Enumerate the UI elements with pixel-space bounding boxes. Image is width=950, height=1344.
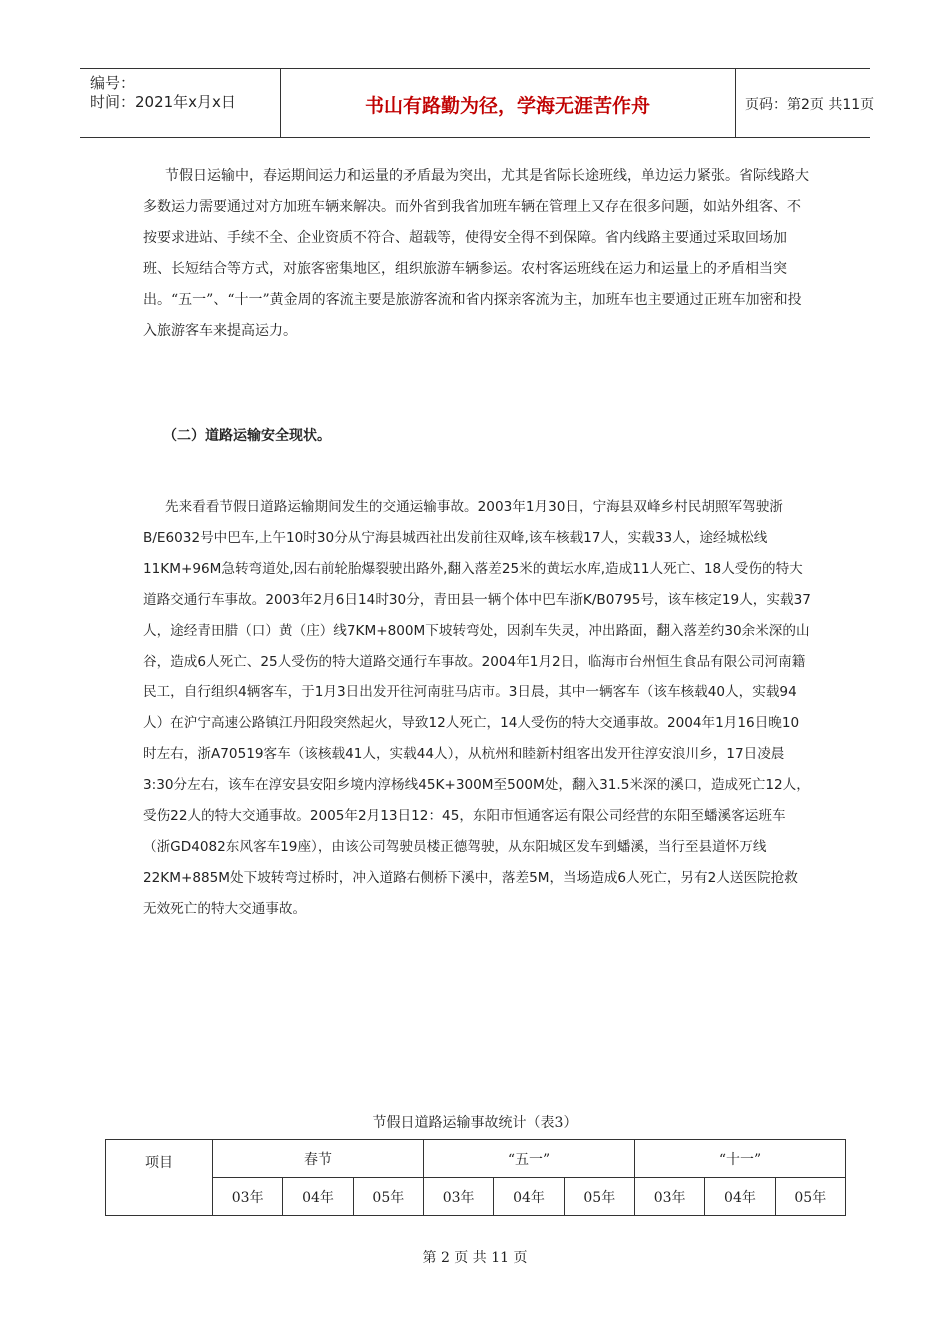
- header-info-cell: [80, 69, 281, 137]
- table-year-cell: 05年: [775, 1178, 845, 1216]
- header-motto-cell: [280, 69, 736, 137]
- section-heading: （二）道路运输安全现状。: [163, 428, 331, 444]
- table-year-cell: 03年: [634, 1178, 704, 1216]
- header-page-number: 页码：第2页 共11页: [745, 97, 875, 113]
- table-group-may-day: “五一”: [423, 1140, 634, 1178]
- table-year-cell: 05年: [353, 1178, 423, 1216]
- table-year-cell: 03年: [213, 1178, 283, 1216]
- body-paragraph-2: 先来看看节假日道路运输期间发生的交通运输事故。2003年1月30日，宁海县双峰乡村民胡照军驾驶浙B/E6032号中巴车,上午10时30分从宁海县城西社出发前往双峰,该车核载17人，实载33人，途经城松线11KM+96M急转弯道处,因右前轮胎爆裂驶出路外,翻入落差25米的黄坛水库,造成11人死亡、18人受伤的特大道路交通行车事故。2003年2月6日14时30分，青田县一辆个体中巴车浙K/B0795号，该车核定19人，实载37人，途经青田腊（口）黄（庄）线7KM+800M下坡转弯处，因刹车失灵，冲出路面，翻入落差约30余米深的山谷，造成6人死亡、25人受伤的特大道路交通行车事故。2004年1月2日，临海市台州恒生食品有限公司河南籍民工，自行组织4辆客车，于1月3日出发开往河南驻马店市。3日晨，其中一辆客车（该车核载40人，实载94人）在沪宁高速公路镇江丹阳段突然起火，导致12人死亡，14人受伤的特大交通事故。2004年1月16日晚10时左右，浙A70519客车（该核载41人，实载44人），从杭州和睦新村组客出发开往淳安浪川乡，17日凌晨3:30分左右，该车在淳安县安阳乡境内淳杨线45K+300M至500M处，翻入31.5米深的溪口，造成死亡12人，受伤22人的特大交通事故。2005年2月13日12：45，东阳市恒通客运有限公司经营的东阳至蟠溪客运班车（浙GD4082东风客车19座），由该公司驾驶员楼正德驾驶，从东阳城区发车到蟠溪，当行至县道怀万线22KM+885M处下坡转弯过桥时，冲入道路右侧桥下溪中，落差5M，当场造成6人死亡，另有2人送医院抢救无效死亡的特大交通事故。: [143, 499, 811, 917]
- table-year-cell: 03年: [423, 1178, 493, 1216]
- table-year-cell: 04年: [283, 1178, 353, 1216]
- table-year-row: [106, 1178, 846, 1216]
- table-year-cell: 04年: [705, 1178, 775, 1216]
- table-year-cell: 05年: [564, 1178, 634, 1216]
- document-date-label: 时间：2021年x月x日: [90, 93, 236, 111]
- table-group-national-day: “十一”: [634, 1140, 845, 1178]
- page-header: [80, 68, 875, 138]
- body-paragraph-1: 节假日运输中，春运期间运力和运量的矛盾最为突出，尤其是省际长途班线，单边运力紧张。省际线路大多数运力需要通过对方加班车辆来解决。而外省到我省加班车辆在管理上又存在很多问题，如站外组客、不按要求进站、手续不全、企业资质不符合、超载等，使得安全得不到保障。省内线路主要通过采取回场加班、长短结合等方式，对旅客密集地区，组织旅游车辆参运。农村客运班线在运力和运量上的矛盾相当突出。“五一”、“十一”黄金周的客流主要是旅游客流和省内探亲客流为主，加班车也主要通过正班车加密和投入旅游客车来提高运力。: [143, 168, 809, 339]
- table-item-header: 项目: [106, 1140, 213, 1216]
- table-caption: 节假日道路运输事故统计（表3）: [372, 1115, 578, 1131]
- document-number-label: 编号：: [90, 74, 136, 92]
- table-year-cell: 04年: [494, 1178, 564, 1216]
- table-header-row: [106, 1140, 846, 1178]
- page-footer: 第 2 页 共 11 页: [422, 1250, 528, 1266]
- header-motto: 书山有路勤为径，学海无涯苦作舟: [364, 95, 650, 117]
- accident-stats-table: [105, 1139, 846, 1216]
- header-page-cell: [735, 69, 875, 137]
- table-group-spring-festival: 春节: [213, 1140, 424, 1178]
